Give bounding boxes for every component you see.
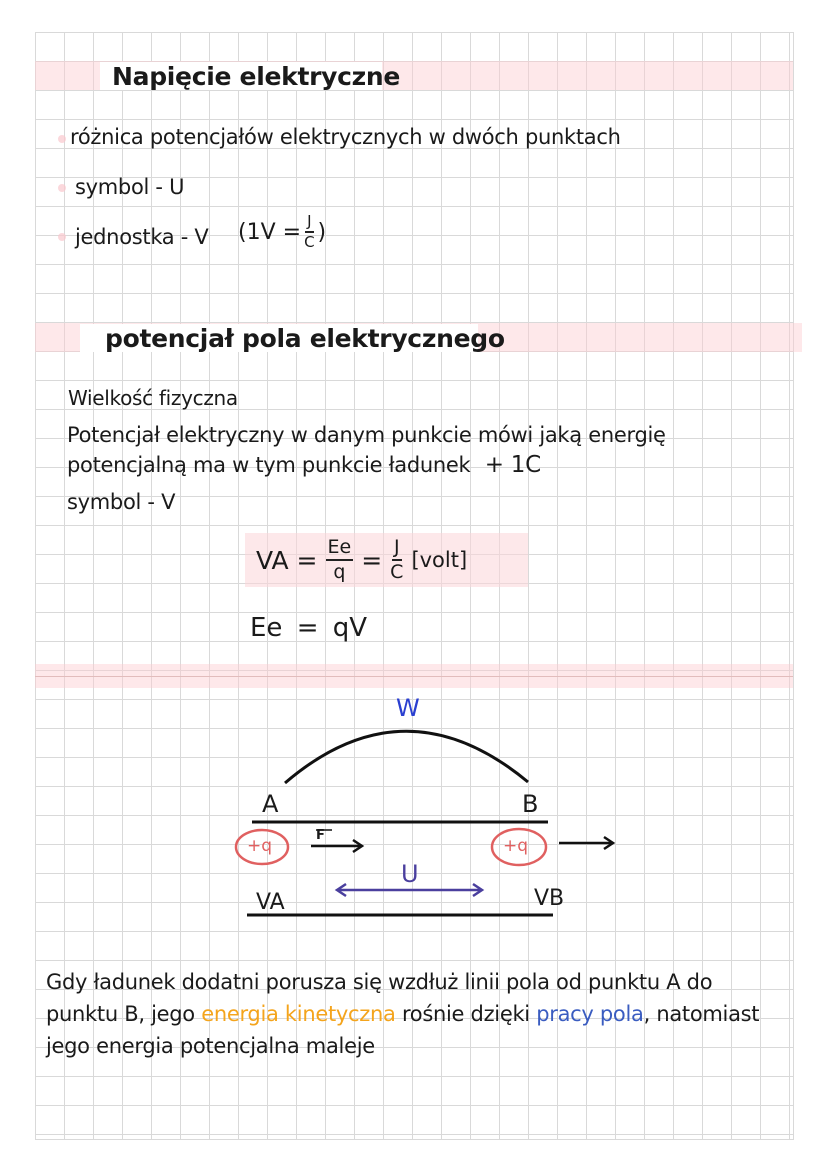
summary-line-2-b: rośnie dzięki xyxy=(395,1002,537,1026)
point-b-label: B xyxy=(522,790,539,818)
formula-equals: = xyxy=(361,545,383,575)
charge-a-label: +q xyxy=(247,836,273,856)
summary-line-2 xyxy=(46,1002,759,1026)
potential-b-label: VB xyxy=(534,886,565,911)
unit-formula-prefix: (1V = xyxy=(238,219,302,245)
fraction-den-q: q xyxy=(333,561,346,583)
point-a-label: A xyxy=(262,790,279,818)
fraction-num-j: J xyxy=(392,538,402,561)
summary-line-1: Gdy ładunek dodatni porusza się wzdłuż linii pola od punktu A do xyxy=(46,970,713,994)
bullet-symbol: symbol - U xyxy=(75,175,185,199)
summary-line-3: jego energia potencjalna maleje xyxy=(46,1034,375,1058)
section-title-napiecie: Napięcie elektryczne xyxy=(112,62,401,91)
section-title-potencjal: potencjał pola elektrycznego xyxy=(105,324,505,353)
line-symbol-v: symbol - V xyxy=(67,490,176,514)
unit-formula-suffix: ) xyxy=(317,219,327,245)
charge-unit-label: + 1C xyxy=(484,452,541,478)
bullet-unit: jednostka - V xyxy=(75,225,209,249)
potential-a-label: VA xyxy=(256,890,285,915)
fraction-num-ee: Ee xyxy=(326,538,354,561)
summary-line-2-c: , natomiast xyxy=(643,1002,760,1026)
voltage-label: U xyxy=(401,860,419,888)
formula-unit: [volt] xyxy=(411,548,468,572)
unit-fraction-num: J xyxy=(305,214,313,233)
kinetic-energy-highlight: energia kinetyczna xyxy=(201,1002,396,1026)
force-label: F xyxy=(316,828,325,843)
work-label: W xyxy=(396,694,420,722)
energy-formula: Ee = qV xyxy=(250,613,368,643)
charge-b-label: +q xyxy=(503,836,529,856)
summary-line-2-a: punktu B, jego xyxy=(46,1002,202,1026)
field-work-highlight: pracy pola xyxy=(536,1002,644,1026)
unit-fraction-den: C xyxy=(304,233,315,251)
formula-lhs: VA = xyxy=(256,545,318,575)
line-definition-2-text: potencjalną ma w tym punkcie ładunek xyxy=(67,453,471,477)
fraction-den-c: C xyxy=(390,561,404,583)
line-physical-quantity: Wielkość fizyczna xyxy=(68,386,238,410)
bullet-definition: różnica potencjałów elektrycznych w dwóch punktach xyxy=(70,125,621,149)
work-arc xyxy=(285,731,528,783)
line-definition-1: Potencjał elektryczny w danym punkcie mówi jaką energię xyxy=(67,423,666,447)
